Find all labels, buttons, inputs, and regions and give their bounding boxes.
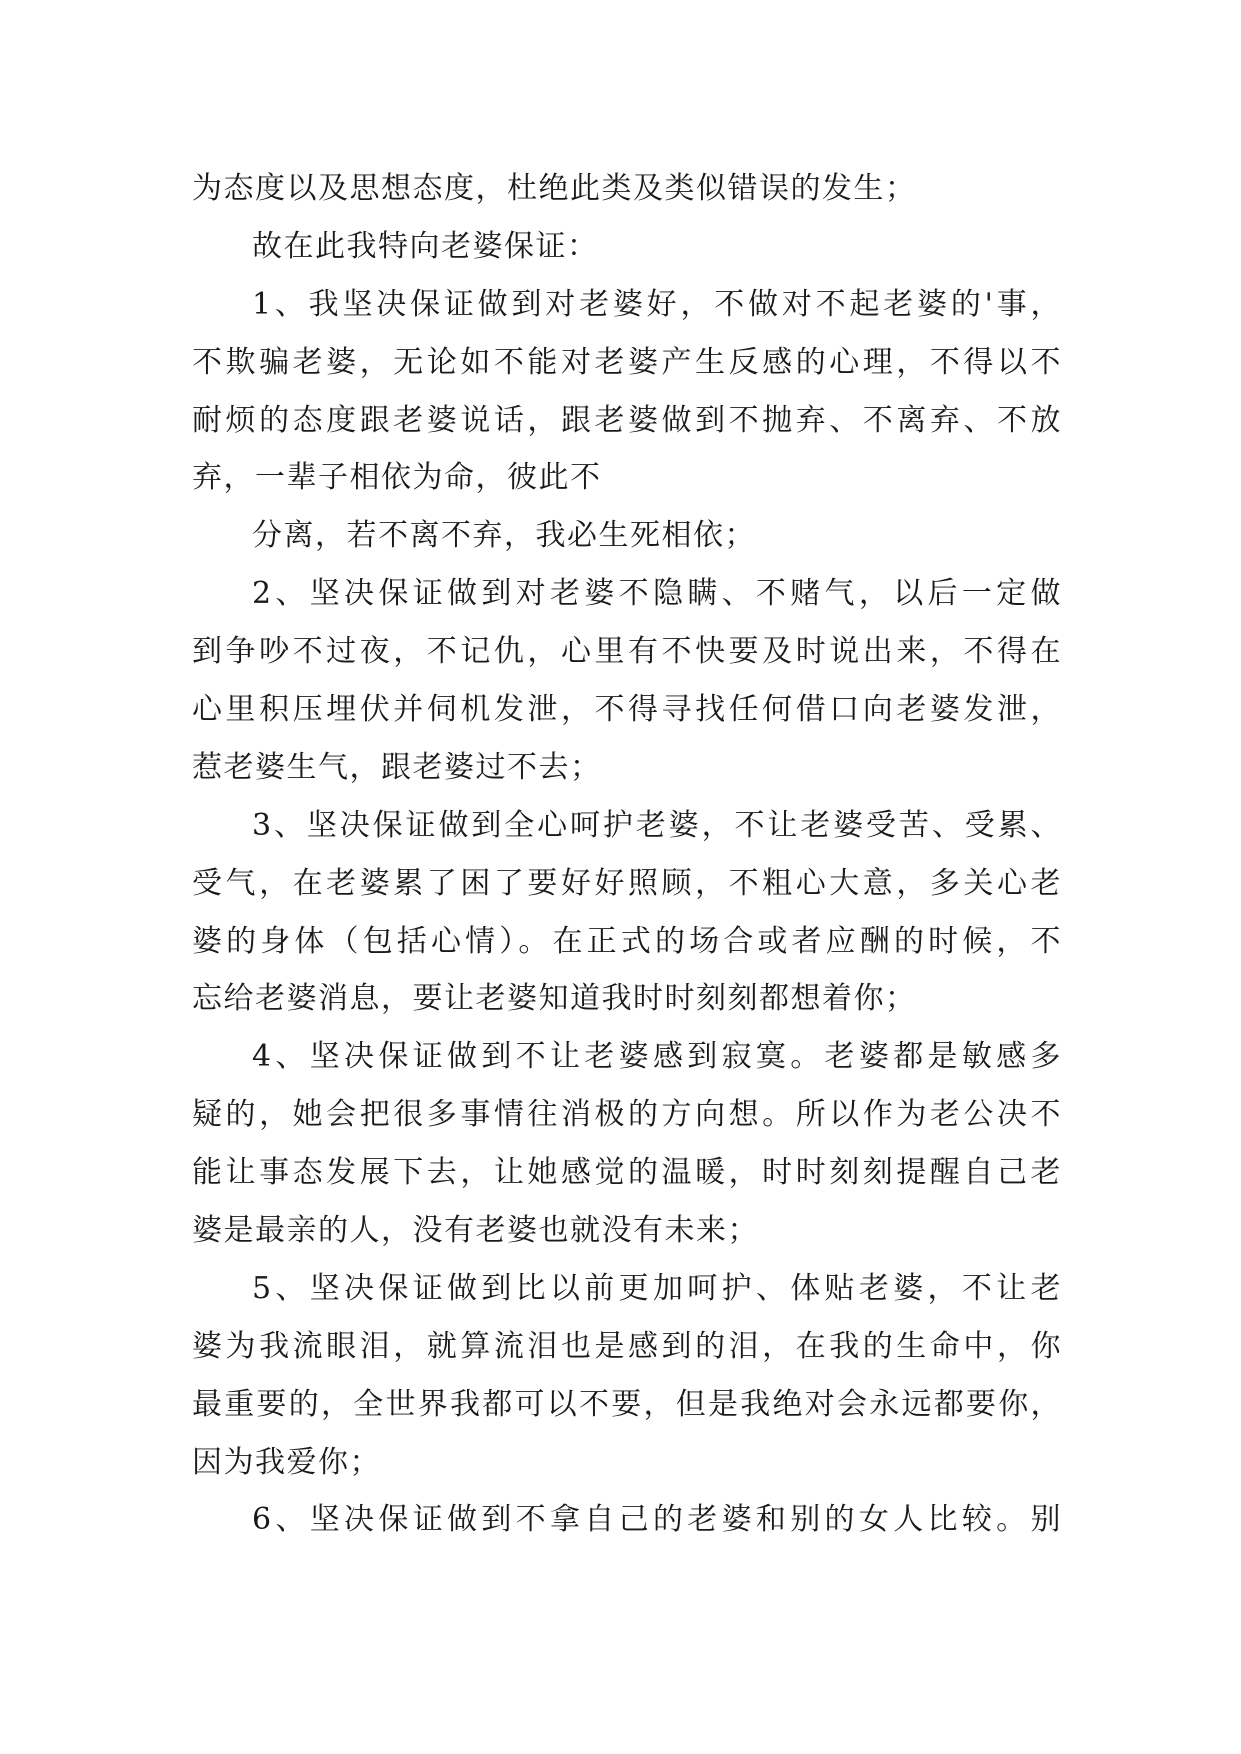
text-line: 忘给老婆消息，要让老婆知道我时时刻刻都想着你； (192, 981, 917, 1017)
text-line: 惹老婆生气，跟老婆过不去； (192, 749, 602, 785)
text-line: 疑的，她会把很多事情往消极的方向想。所以作为老公决不 (192, 1097, 1062, 1133)
text-line: 弃，一辈子相依为命，彼此不 (192, 460, 602, 496)
text-line: 婆为我流眼泪，就算流泪也是感到的泪，在我的生命中，你 (192, 1328, 1062, 1364)
text-line: 婆的身体（包括心情）。在正式的场合或者应酬的时候，不 (192, 923, 1062, 959)
text-line: 能让事态发展下去，让她感觉的温暖，时时刻刻提醒自己老 (192, 1155, 1062, 1191)
text-line: 最重要的，全世界我都可以不要，但是我绝对会永远都要你， (192, 1386, 1062, 1422)
text-line: 1、我坚决保证做到对老婆好，不做对不起老婆的'事， (252, 286, 1062, 322)
text-line: 4、坚决保证做到不让老婆感到寂寞。老婆都是敏感多 (252, 1039, 1062, 1075)
text-line: 为态度以及思想态度，杜绝此类及类似错误的发生； (192, 171, 917, 206)
text-line: 5、坚决保证做到比以前更加呵护、体贴老婆，不让老 (252, 1270, 1062, 1306)
document-body (192, 160, 1062, 1549)
text-line: 2、坚决保证做到对老婆不隐瞒、不赌气，以后一定做 (252, 576, 1062, 612)
text-line: 因为我爱你； (192, 1444, 381, 1480)
text-line: 婆是最亲的人，没有老婆也就没有未来； (192, 1213, 759, 1249)
text-line: 6、坚决保证做到不拿自己的老婆和别的女人比较。别 (252, 1502, 1062, 1538)
text-line: 耐烦的态度跟老婆说话，跟老婆做到不抛弃、不离弃、不放 (192, 402, 1062, 438)
text-line: 不欺骗老婆，无论如不能对老婆产生反感的心理，不得以不 (192, 344, 1062, 380)
text-line: 受气，在老婆累了困了要好好照顾，不粗心大意，多关心老 (192, 865, 1062, 901)
text-line: 分离，若不离不弃，我必生死相依； (252, 518, 756, 554)
text-line: 故在此我特向老婆保证： (252, 228, 599, 264)
text-line: 心里积压埋伏并伺机发泄，不得寻找任何借口向老婆发泄， (192, 692, 1062, 728)
text-line: 3、坚决保证做到全心呵护老婆，不让老婆受苦、受累、 (252, 807, 1062, 843)
text-line: 到争吵不过夜，不记仇，心里有不快要及时说出来，不得在 (192, 634, 1062, 670)
